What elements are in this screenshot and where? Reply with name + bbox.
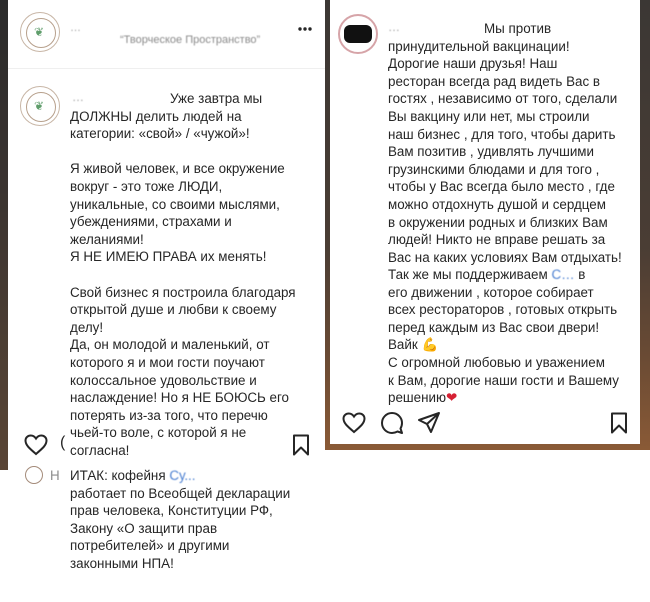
left-header-avatar[interactable] xyxy=(20,12,60,52)
comment-icon[interactable] xyxy=(380,411,404,435)
leaf-logo-icon: ❦ xyxy=(34,99,45,113)
flexed-bicep-emoji: 💪 xyxy=(421,337,439,353)
heart-outline-icon[interactable] xyxy=(24,434,48,456)
cafe-link[interactable]: Су... xyxy=(169,468,196,483)
bookmark-icon[interactable] xyxy=(292,434,310,456)
right-caption-text-3: его движении , которое собирает всех рестораторов , готовых открыть перед каждым из Вас свои двери! Вайк 💪 С огромной любовью и уважением к Вам, дорогие наши гости и Вашему решению❤ xyxy=(388,284,619,406)
comment-avatar[interactable] xyxy=(25,466,43,484)
left-caption-text: Уже завтра мы ДОЛЖНЫ делить людей на категории: «свой» / «чужой»! Я живой человек, и все окружение вокруг - это тоже ЛЮДИ, уникальные, со своими мыслями, убеждениями, страхами и желаниями! Я НЕ ИМЕЮ ПРАВА их менять! Свой бизнес я построила благодаря открытой душе и любви к своему делу! Да, он молодой и маленький, от которого я и мои гости поучают колоссальное удовольствие и наслаждение! Но я НЕ БОЮСЬ его потерять из-за того, что перечю чьей-то воле, с которой я не согласна! xyxy=(70,91,296,458)
heart-outline-icon[interactable] xyxy=(342,412,366,434)
send-icon[interactable] xyxy=(417,411,441,435)
left-caption-avatar[interactable] xyxy=(20,86,60,126)
leaf-logo-icon: ❦ xyxy=(34,25,45,39)
comment-prefix: Н xyxy=(50,468,60,483)
right-caption-text-2: Так же мы поддерживаем С… в xyxy=(388,267,586,282)
red-heart-emoji: ❤ xyxy=(446,390,458,406)
left-header-divider xyxy=(8,68,325,69)
left-header-username[interactable]: … xyxy=(70,22,81,34)
left-continuation-text: ИТАК: кофейня Су... работает по Всеобщей декларации прав человека, Конституции РФ, Закону «О защити прав потребителей» и другими законными НПА! xyxy=(70,468,291,571)
bookmark-icon[interactable] xyxy=(610,412,628,434)
comment-icon[interactable]: ( xyxy=(60,434,66,451)
right-caption-text: Мы против принудительной вакцинации! Дорогие наши друзья! Наш ресторан всегда рад видеть Вас в гостях , независимо от того, сделали Вы вакцину или нет, мы строили наш бизнес , для того, чтобы дарить Вам позитив , удивлять лучшими грузинскими блюдами и для того , чтобы у Вас всегда было место , где можно отдохнуть душой и сердцем в окружении родных и близких Вам людей! Никто не вправе решать за Вас на каких условиях Вам отдыхать! xyxy=(388,21,622,265)
left-caption-username[interactable]: … xyxy=(72,90,84,104)
left-header-subtitle: “Творческое Пространство” xyxy=(120,34,261,46)
support-link[interactable]: С… xyxy=(551,267,575,282)
right-caption-username[interactable]: … xyxy=(388,20,400,34)
more-dots-icon[interactable] xyxy=(297,26,313,32)
right-caption-avatar[interactable] xyxy=(338,14,378,54)
